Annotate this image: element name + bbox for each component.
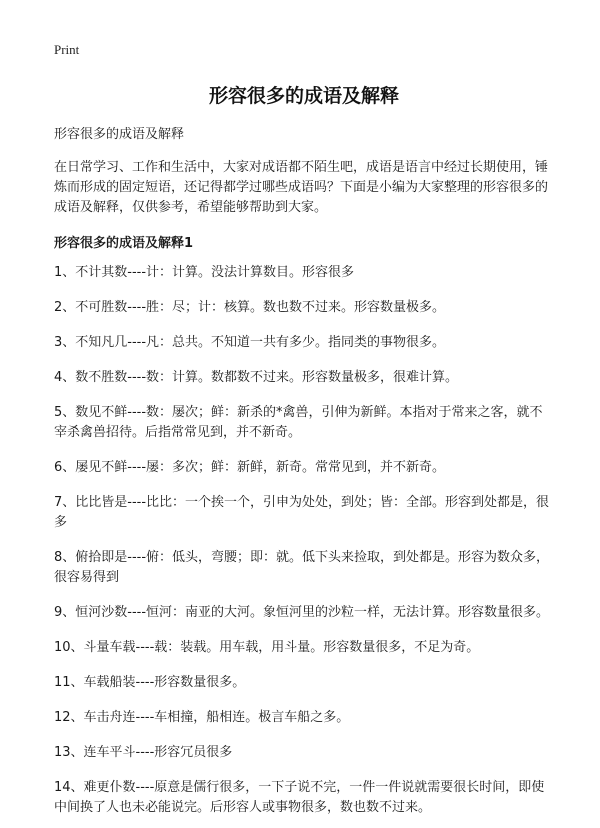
idiom-entry: 5、数见不鲜----数：屡次；鲜：新杀的*禽兽，引伸为新鲜。本指对于常来之客，就不宰杀禽兽招待。后指常常见到，并不新奇。: [54, 405, 543, 440]
idiom-entry: 4、数不胜数----数：计算。数都数不过来。形容数量极多，很难计算。: [54, 370, 459, 385]
idiom-entry: 11、车载船装----形容数量很多。: [54, 675, 246, 690]
idiom-entry: 12、车击舟连----车相撞，船相连。极言车船之多。: [54, 710, 350, 725]
idiom-entry: 7、比比皆是----比比：一个挨一个，引申为处处，到处；皆：全部。形容到处都是，很多: [54, 495, 550, 530]
idiom-list: [54, 263, 554, 818]
idiom-entry: 2、不可胜数----胜：尽；计：核算。数也数不过来。形容数量极多。: [54, 300, 446, 315]
idiom-entry: 14、难更仆数----原意是儒行很多，一下子说不完，一件一件说就需要很长时间，即使中间换了人也未必能说完。后形容人或事物很多，数也数不过来。: [54, 780, 545, 815]
idiom-entry: 10、斗量车载----载：装载。用车载，用斗量。形容数量很多，不足为奇。: [54, 640, 480, 655]
idiom-entry: 6、屡见不鲜----屡：多次；鲜：新鲜，新奇。常常见到，并不新奇。: [54, 460, 446, 475]
idiom-entry: 13、连车平斗----形容冗员很多: [54, 745, 233, 760]
intro-paragraph: 在日常学习、工作和生活中，大家对成语都不陌生吧，成语是语言中经过长期使用，锤炼而形成的固定短语，还记得都学过哪些成语吗？下面是小编为大家整理的形容很多的成语及解释，仅供参考，希望能够帮助到大家。: [54, 160, 549, 215]
subtitle: 形容很多的成语及解释: [54, 127, 185, 142]
idiom-entry: 9、恒河沙数----恒河：南亚的大河。象恒河里的沙粒一样，无法计算。形容数量很多。: [54, 605, 550, 620]
idiom-entry: 8、俯拾即是----俯：低头，弯腰；即：就。低下头来捡取，到处都是。形容为数众多，很容易得到: [54, 550, 550, 585]
page-title: 形容很多的成语及解释: [208, 85, 399, 107]
idiom-entry: 1、不计其数----计：计算。没法计算数目。形容很多: [54, 265, 355, 280]
section-heading: 形容很多的成语及解释1: [54, 236, 194, 251]
print-link[interactable]: Print: [54, 42, 80, 57]
idiom-entry: 3、不知凡几----凡：总共。不知道一共有多少。指同类的事物很多。: [54, 335, 446, 350]
